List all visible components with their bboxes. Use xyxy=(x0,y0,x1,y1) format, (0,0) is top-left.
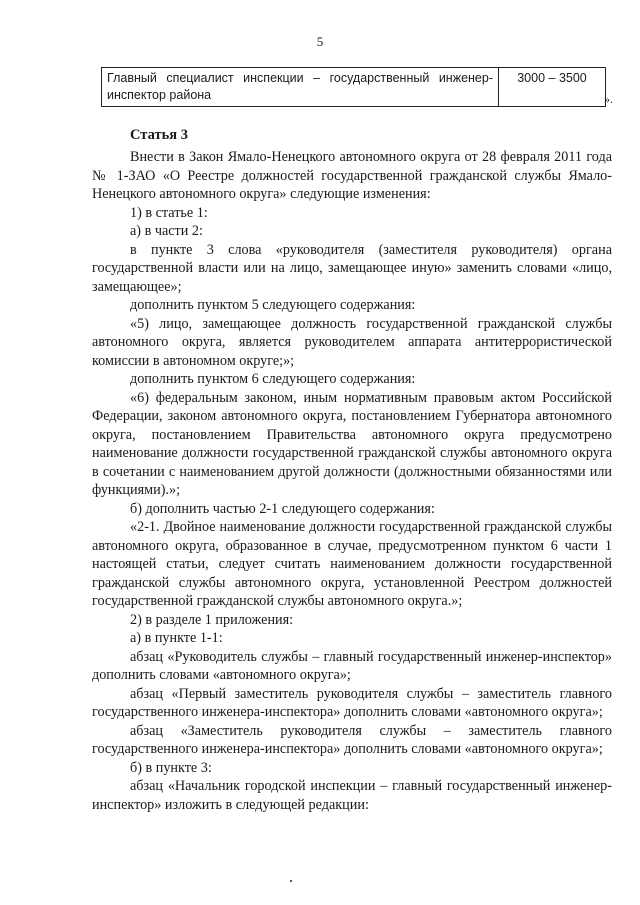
article-heading: Статья 3 xyxy=(130,127,188,143)
paragraph: «5) лицо, замещающее должность государственной гражданской службы автономного округа, является руководителем аппарата антитеррористической комиссии в автономном округе;»; xyxy=(92,315,612,369)
paragraph: «6) федеральным законом, иным нормативным правовым актом Российской Федерации, законом автономного округа, постановлением Губернатора автономного округа, постановлением Правительства автономного округа предусмотрено наименование должности государственной гражданской службы автономного округа в сочетании с наименованием другой должности (должностными обязанностями или функциями).»; xyxy=(92,389,612,498)
position-salary-table xyxy=(101,67,606,107)
scan-speck xyxy=(290,880,292,882)
paragraph: б) в пункте 3: xyxy=(130,759,212,776)
paragraph: 2) в разделе 1 приложения: xyxy=(130,611,294,628)
paragraph: абзац «Начальник городской инспекции – главный государственный инженер-инспектор» изложить в следующей редакции: xyxy=(92,778,612,813)
paragraph: б) дополнить частью 2-1 следующего содержания: xyxy=(130,500,435,517)
table-cell-salary: 3000 – 3500 xyxy=(499,68,606,107)
table-row xyxy=(102,68,606,107)
table-closing-quote: ». xyxy=(604,92,613,106)
paragraph: дополнить пунктом 6 следующего содержания: xyxy=(130,371,416,387)
paragraph: Внести в Закон Ямало-Ненецкого автономного округа от 28 февраля 2011 года № 1-ЗАО «О Реестре должностей государственной гражданской службы Ямало-Ненецкого автономного округа» следующие изменения: xyxy=(92,149,612,202)
paragraph: 1) в статье 1: xyxy=(130,204,208,221)
paragraph: абзац «Заместитель руководителя службы – заместитель главного государственного инженера-инспектора» дополнить словами «автономного округа»; xyxy=(92,722,612,757)
paragraph: а) в пункте 1-1: xyxy=(130,630,223,646)
table-cell-position: Главный специалист инспекции – государственный инженер-инспектор района xyxy=(102,68,499,107)
paragraph: дополнить пунктом 5 следующего содержания: xyxy=(130,297,416,313)
paragraph: а) в части 2: xyxy=(130,223,203,239)
paragraph: абзац «Руководитель службы – главный государственный инженер-инспектор» дополнить словами «автономного округа»; xyxy=(92,648,612,683)
paragraph: абзац «Первый заместитель руководителя службы – заместитель главного государственного инженера-инспектора» дополнить словами «автономного округа»; xyxy=(92,685,612,720)
page-number: 5 xyxy=(316,34,324,49)
paragraph: в пункте 3 слова «руководителя (заместителя руководителя) органа государственной власти или на лицо, замещающее иную» заменить словами «лицо, замещающее»; xyxy=(92,241,612,295)
paragraph: «2-1. Двойное наименование должности государственной гражданской службы автономного округа, образованное в случае, предусмотренном пунктом 6 части 1 настоящей статьи, следует считать наименованием должности государственной гражданской службы автономного округа, установленной Реестром должностей государственной гражданской службы автономного округа.»; xyxy=(92,519,612,609)
article-body xyxy=(92,126,612,814)
